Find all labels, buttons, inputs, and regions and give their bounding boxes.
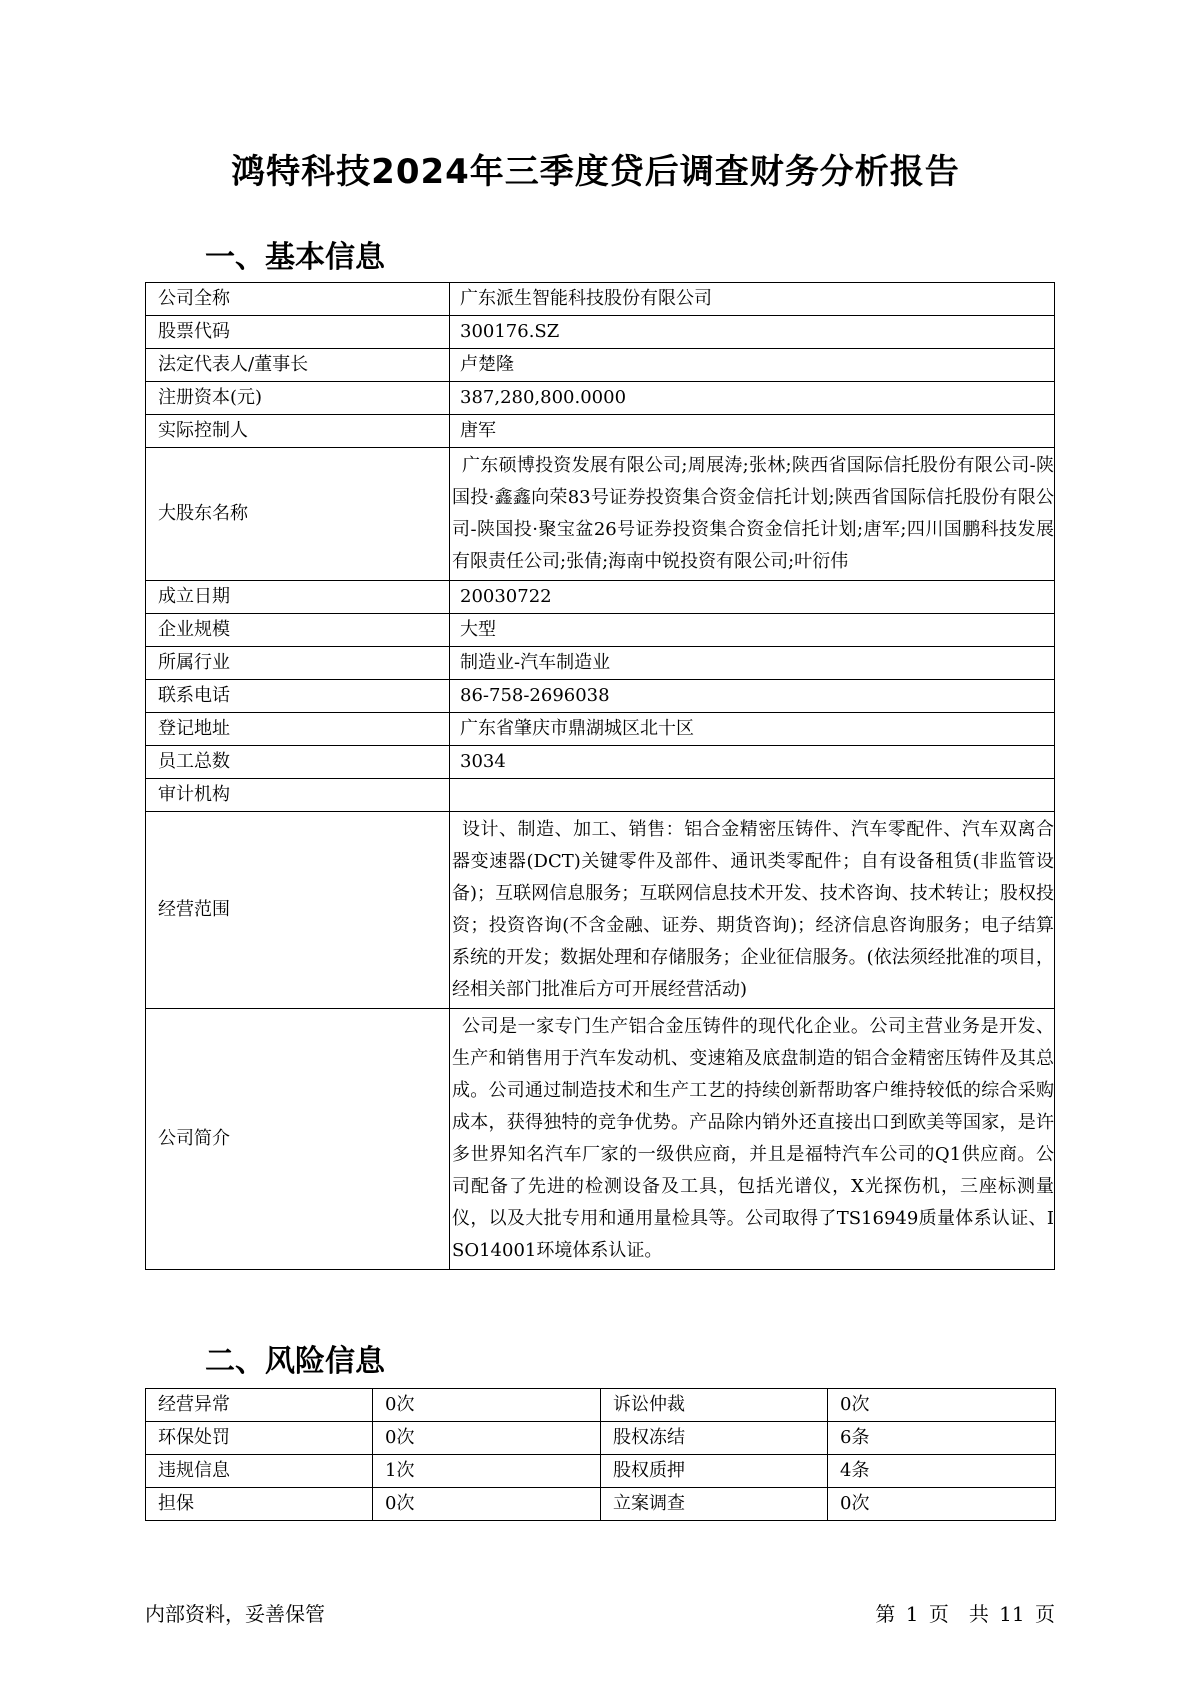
risk-label: 担保 <box>146 1488 373 1521</box>
footer-confidential-note: 内部资料，妥善保管 <box>145 1602 325 1626</box>
table-row <box>146 713 1055 746</box>
row-value: 广东省肇庆市鼎湖城区北十区 <box>450 713 1055 746</box>
table-row <box>146 746 1055 779</box>
risk-label: 经营异常 <box>146 1389 373 1422</box>
risk-value: 0次 <box>828 1389 1056 1422</box>
risk-value: 0次 <box>373 1389 601 1422</box>
row-label: 公司全称 <box>146 283 450 316</box>
basic-info-table <box>145 282 1055 1270</box>
row-label: 法定代表人/董事长 <box>146 349 450 382</box>
row-value: 唐军 <box>450 415 1055 448</box>
row-label: 审计机构 <box>146 779 450 812</box>
row-label: 大股东名称 <box>146 448 450 581</box>
row-value: 大型 <box>450 614 1055 647</box>
row-label: 成立日期 <box>146 581 450 614</box>
row-label: 企业规模 <box>146 614 450 647</box>
table-row <box>146 283 1055 316</box>
row-label: 注册资本(元) <box>146 382 450 415</box>
table-row <box>146 316 1055 349</box>
section-heading-risk-info: 二、风险信息 <box>205 1344 385 1379</box>
row-value: 3034 <box>450 746 1055 779</box>
risk-value: 4条 <box>828 1455 1056 1488</box>
row-value: 广东硕博投资发展有限公司;周展涛;张林;陕西省国际信托股份有限公司-陕国投·鑫鑫向荣83号证券投资集合资金信托计划;陕西省国际信托股份有限公司-陕国投·聚宝盆26号证券投资集合资金信托计划;唐军;四川国鹏科技发展有限责任公司;张倩;海南中锐投资有限公司;叶衍伟 <box>450 448 1055 581</box>
risk-info-table <box>145 1388 1056 1521</box>
table-row <box>146 779 1055 812</box>
risk-label: 股权冻结 <box>601 1422 828 1455</box>
row-label: 公司简介 <box>146 1009 450 1270</box>
risk-label: 环保处罚 <box>146 1422 373 1455</box>
table-row <box>146 448 1055 581</box>
risk-value: 0次 <box>828 1488 1056 1521</box>
row-value: 20030722 <box>450 581 1055 614</box>
row-value: 设计、制造、加工、销售：铝合金精密压铸件、汽车零配件、汽车双离合器变速器(DCT)关键零件及部件、通讯类零配件；自有设备租赁(非监管设备)；互联网信息服务；互联网信息技术开发、技术咨询、技术转让；股权投资；投资咨询(不含金融、证券、期货咨询)；经济信息咨询服务；电子结算系统的开发；数据处理和存储服务；企业征信服务。(依法须经批准的项目，经相关部门批准后方可开展经营活动) <box>450 812 1055 1009</box>
risk-label: 违规信息 <box>146 1455 373 1488</box>
table-row <box>146 812 1055 1009</box>
row-value: 制造业-汽车制造业 <box>450 647 1055 680</box>
row-label: 股票代码 <box>146 316 450 349</box>
table-row <box>146 382 1055 415</box>
row-value: 卢楚隆 <box>450 349 1055 382</box>
table-row <box>146 1009 1055 1270</box>
table-row <box>146 647 1055 680</box>
risk-value: 1次 <box>373 1455 601 1488</box>
document-title: 鸿特科技2024年三季度贷后调查财务分析报告 <box>231 152 960 192</box>
row-value: 公司是一家专门生产铝合金压铸件的现代化企业。公司主营业务是开发、生产和销售用于汽车发动机、变速箱及底盘制造的铝合金精密压铸件及其总成。公司通过制造技术和生产工艺的持续创新帮助客户维持较低的综合采购成本，获得独特的竞争优势。产品除内销外还直接出口到欧美等国家，是许多世界知名汽车厂家的一级供应商，并且是福特汽车公司的Q1供应商。公司配备了先进的检测设备及工具，包括光谱仪，X光探伤机，三座标测量仪，以及大批专用和通用量检具等。公司取得了TS16949质量体系认证、ISO14001环境体系认证。 <box>450 1009 1055 1270</box>
risk-value: 0次 <box>373 1422 601 1455</box>
row-label: 登记地址 <box>146 713 450 746</box>
table-row <box>146 680 1055 713</box>
risk-label: 诉讼仲裁 <box>601 1389 828 1422</box>
row-label: 所属行业 <box>146 647 450 680</box>
table-row <box>146 349 1055 382</box>
row-label: 联系电话 <box>146 680 450 713</box>
risk-label: 股权质押 <box>601 1455 828 1488</box>
row-label: 经营范围 <box>146 812 450 1009</box>
table-row <box>146 581 1055 614</box>
table-row <box>146 614 1055 647</box>
row-value: 387,280,800.0000 <box>450 382 1055 415</box>
table-row <box>146 1422 1056 1455</box>
section-heading-basic-info: 一、基本信息 <box>205 240 385 275</box>
row-value: 300176.SZ <box>450 316 1055 349</box>
row-value <box>450 779 1055 812</box>
risk-value: 0次 <box>373 1488 601 1521</box>
table-row <box>146 1455 1056 1488</box>
risk-value: 6条 <box>828 1422 1056 1455</box>
footer-page-number: 第 1 页 共 11 页 <box>875 1602 1055 1626</box>
table-row <box>146 415 1055 448</box>
row-value: 广东派生智能科技股份有限公司 <box>450 283 1055 316</box>
row-value: 86-758-2696038 <box>450 680 1055 713</box>
row-label: 员工总数 <box>146 746 450 779</box>
risk-label: 立案调查 <box>601 1488 828 1521</box>
row-label: 实际控制人 <box>146 415 450 448</box>
table-row <box>146 1389 1056 1422</box>
table-row <box>146 1488 1056 1521</box>
